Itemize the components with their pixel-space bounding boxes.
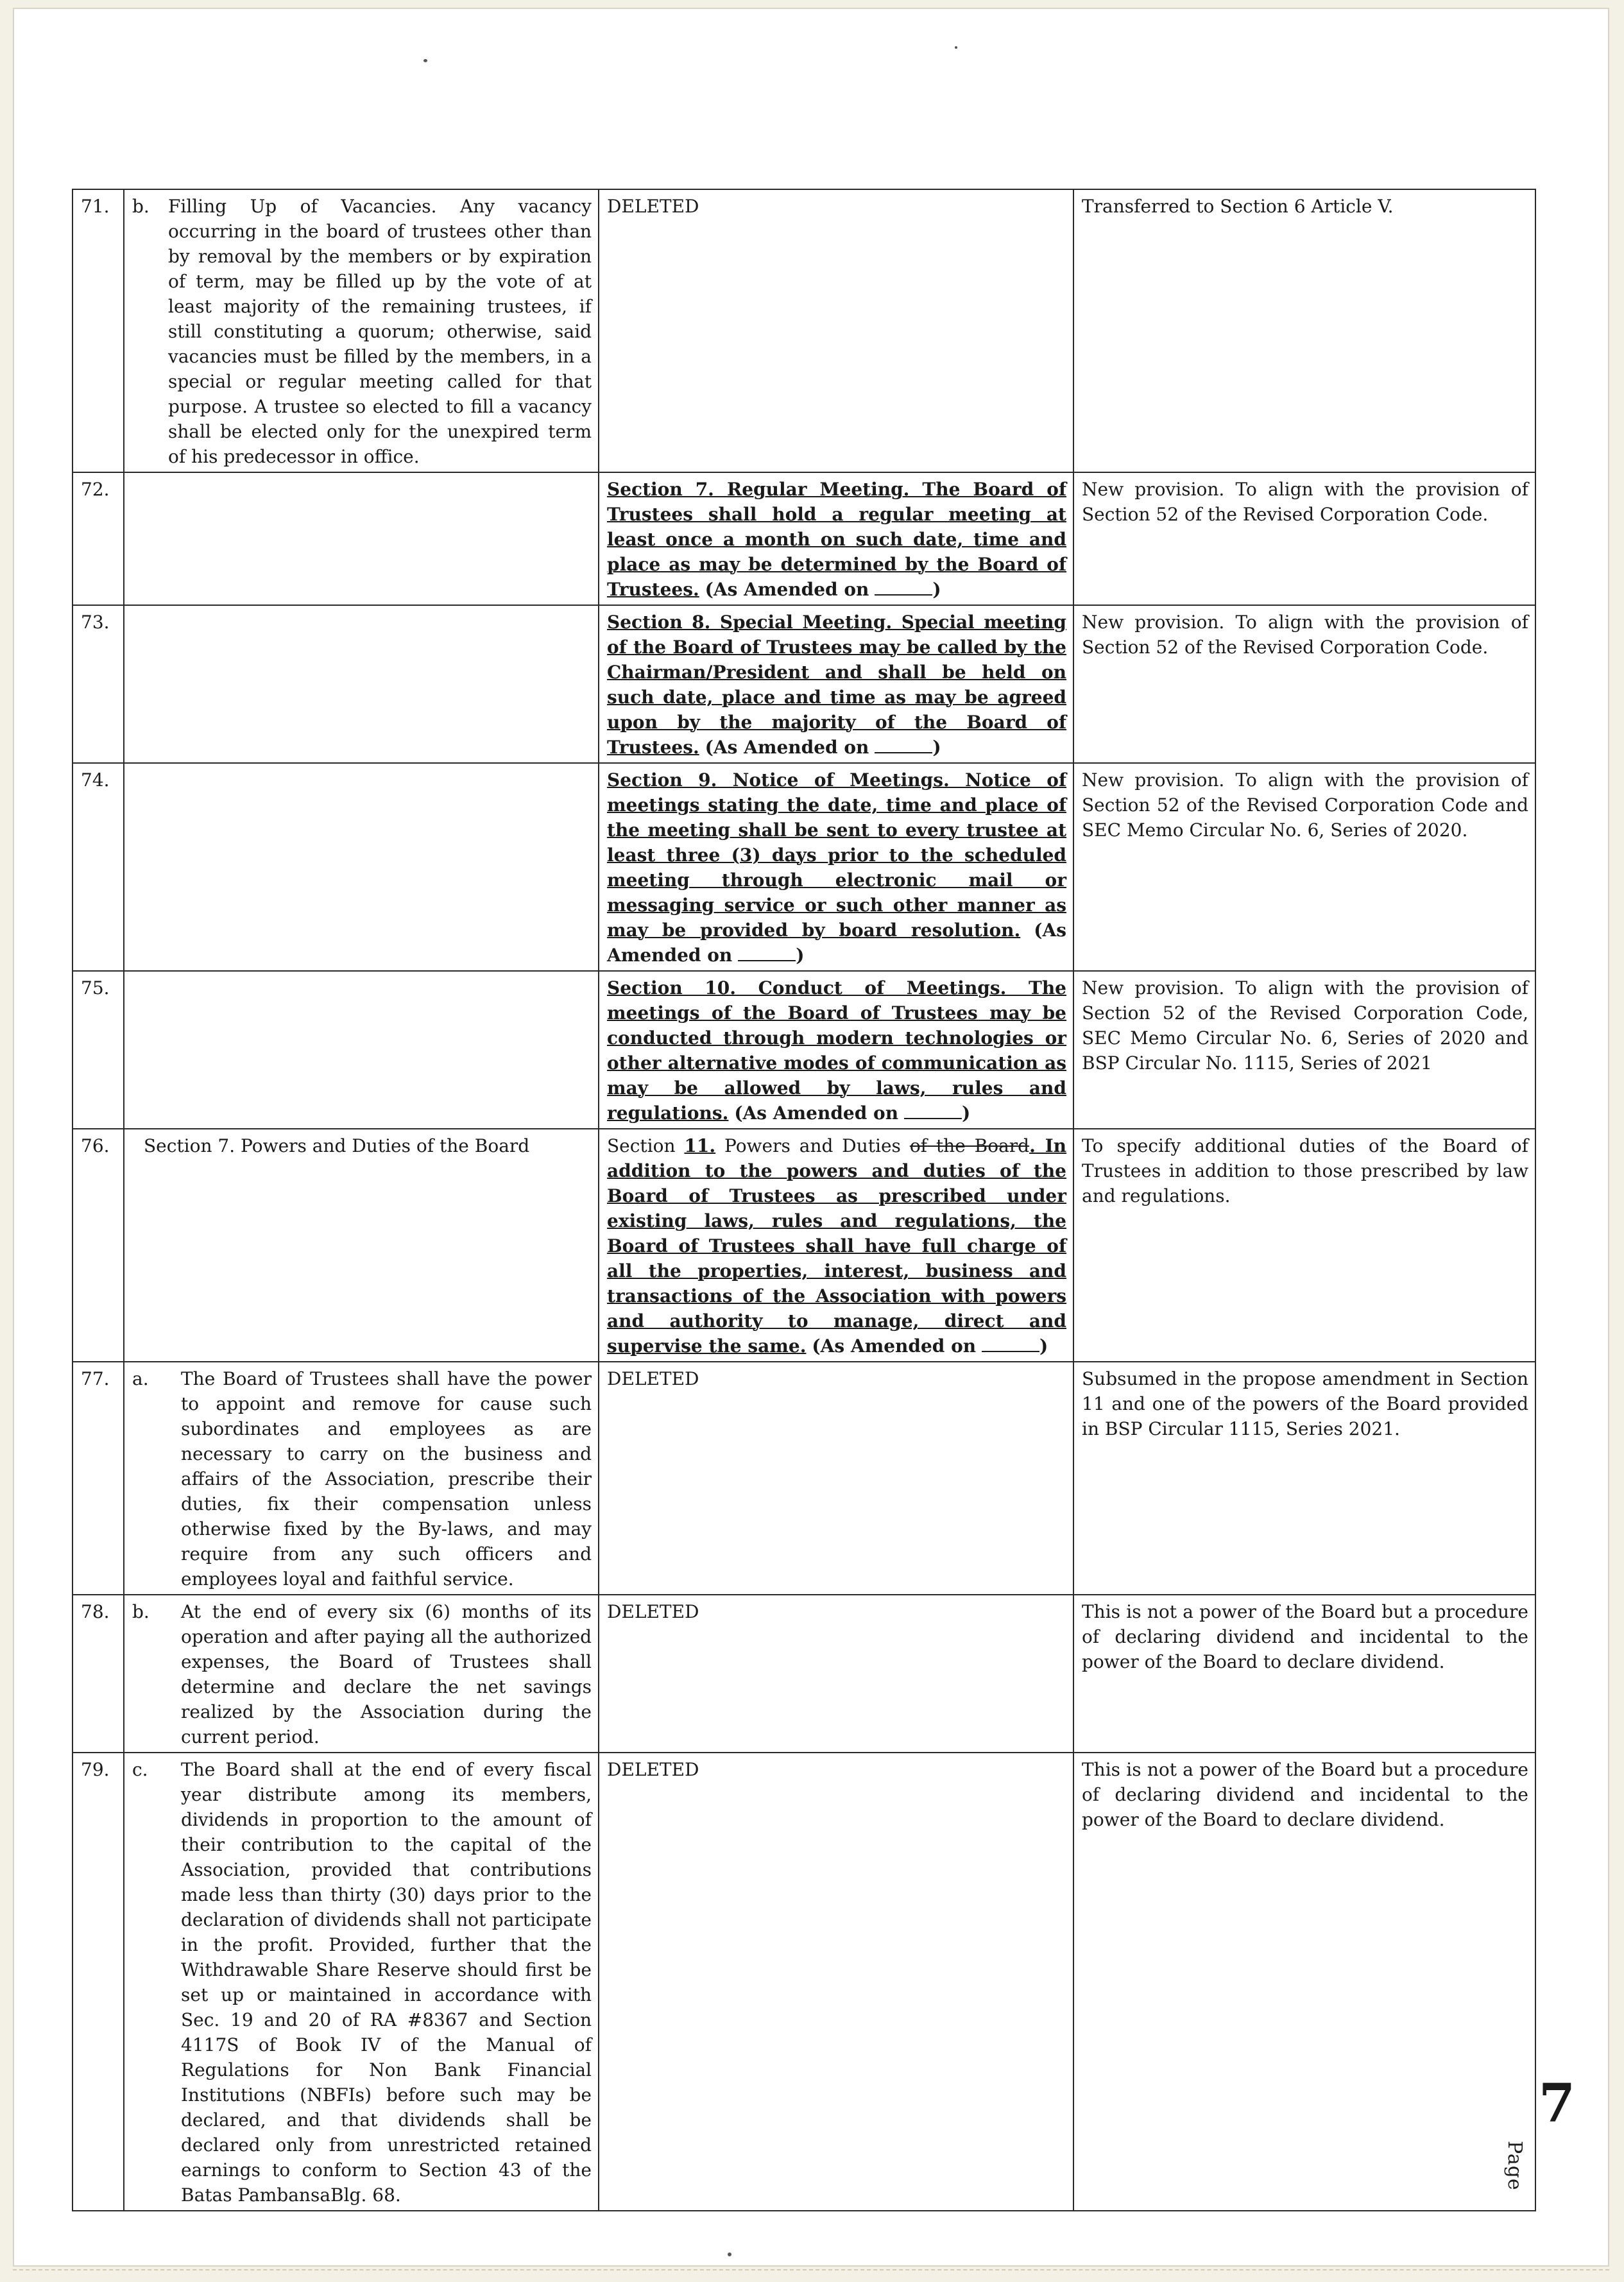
table-row	[73, 763, 1535, 971]
amended-on-note: (As Amended on	[734, 1102, 899, 1124]
amended-on-note: (As Amended on	[705, 737, 869, 758]
item-label: c.	[132, 1759, 148, 1780]
section-prefix: Section	[607, 1135, 676, 1156]
proposed-amendment	[599, 605, 1073, 763]
proposed-amendment: DELETED	[599, 1753, 1073, 2211]
amended-on-note: (As Amended on	[705, 579, 869, 600]
rationale: New provision. To align with the provision of Section 52 of the Revised Corporation Code.	[1073, 605, 1535, 763]
scan-speck	[955, 46, 957, 49]
date-blank	[875, 735, 932, 753]
page-digit: 7	[1539, 2073, 1576, 2134]
amendment-table	[72, 189, 1536, 2211]
proposed-amendment: DELETED	[599, 189, 1073, 472]
row-number: 74.	[73, 763, 124, 971]
proposed-amendment	[599, 971, 1073, 1129]
original-provision	[124, 605, 599, 763]
original-provision	[124, 1129, 599, 1362]
section-title: Powers and Duties	[724, 1135, 901, 1156]
original-provision	[124, 472, 599, 605]
row-number: 76.	[73, 1129, 124, 1362]
rationale: Transferred to Section 6 Article V.	[1073, 189, 1535, 472]
row-number: 71.	[73, 189, 124, 472]
amended-close: )	[932, 737, 941, 758]
amended-on-note: (As Amended on	[607, 920, 1066, 966]
section-heading: Section 7. Powers and Duties of the Board	[144, 1135, 530, 1156]
rationale: This is not a power of the Board but a procedure of declaring dividend and incidental to the power of the Board to declare dividend.	[1073, 1595, 1535, 1753]
table-row	[73, 1362, 1535, 1595]
original-provision	[124, 763, 599, 971]
rationale: This is not a power of the Board but a procedure of declaring dividend and incidental to the power of the Board to declare dividend.	[1073, 1753, 1535, 2211]
proposed-amendment	[599, 472, 1073, 605]
item-label: a.	[132, 1368, 149, 1389]
date-blank	[738, 943, 796, 961]
inserted-text: Section 10. Conduct of Meetings. The meetings of the Board of Trustees may be conducted through modern technologies or other alternative modes of communication as may be allowed by laws, rules and regulations.	[607, 977, 1066, 1124]
amended-close: )	[932, 579, 941, 600]
inserted-text: Section 7. Regular Meeting. The Board of Trustees shall hold a regular meeting at least once a month on such date, time and place as may be determined by the Board of Trustees.	[607, 479, 1066, 600]
proposed-amendment	[599, 1129, 1073, 1362]
date-blank	[982, 1334, 1039, 1352]
item-label: b.	[132, 1601, 150, 1622]
rationale: To specify additional duties of the Board of Trustees in addition to those prescribed by law and regulations.	[1073, 1129, 1535, 1362]
date-blank	[875, 578, 932, 596]
inserted-text: Section 8. Special Meeting. Special meeting of the Board of Trustees may be called by the Chairman/President and shall be held on such date, place and time as may be agreed upon by the majority of the Board of Trustees.	[607, 612, 1066, 758]
section-number: 11.	[684, 1135, 716, 1156]
original-provision	[124, 1362, 599, 1595]
row-number: 78.	[73, 1595, 124, 1753]
proposed-amendment: DELETED	[599, 1595, 1073, 1753]
row-number: 73.	[73, 605, 124, 763]
rationale: New provision. To align with the provision of Section 52 of the Revised Corporation Code, SEC Memo Circular No. 6, Series of 2020 and BSP Circular No. 1115, Series of 2021	[1073, 971, 1535, 1129]
inserted-text: Section 9. Notice of Meetings. Notice of meetings stating the date, time and place of the meeting shall be sent to every trustee at least three (3) days prior to the scheduled meeting through electronic mail or messaging service or such other manner as may be provided by board resolution.	[607, 769, 1066, 941]
item-text: At the end of every six (6) months of its operation and after paying all the authorized expenses, the Board of Trustees shall determine and declare the net savings realized by the Association during the current period.	[181, 1601, 592, 1747]
table-row	[73, 1753, 1535, 2211]
page-word: Page	[1503, 2141, 1526, 2191]
date-blank	[904, 1101, 962, 1119]
scan-speck	[423, 59, 427, 62]
row-number: 79.	[73, 1753, 124, 2211]
row-number: 75.	[73, 971, 124, 1129]
original-provision	[124, 1595, 599, 1753]
scan-edge-rule	[13, 2269, 1609, 2273]
item-text: Filling Up of Vacancies. Any vacancy occurring in the board of trustees other than by removal by the members or by expiration of term, may be filled up by the vote of at least majority of the remaining trustees, if still constituting a quorum; otherwise, said vacancies must be filled by the members, in a special or regular meeting called for that purpose. A trustee so elected to fill a vacancy shall be elected only for the unexpired term of his predecessor in office.	[168, 196, 592, 467]
proposed-amendment: DELETED	[599, 1362, 1073, 1595]
row-number: 77.	[73, 1362, 124, 1595]
table-row	[73, 1595, 1535, 1753]
amended-close: )	[1039, 1335, 1048, 1357]
amended-on-note: (As Amended on	[812, 1335, 977, 1357]
table-row	[73, 472, 1535, 605]
scan-speck	[728, 2252, 731, 2256]
table-row	[73, 605, 1535, 763]
struck-text: of the Board	[909, 1135, 1030, 1156]
rationale: Subsumed in the propose amendment in Section 11 and one of the powers of the Board provided in BSP Circular 1115, Series 2021.	[1073, 1362, 1535, 1595]
item-text: The Board shall at the end of every fiscal year distribute among its members, dividends in proportion to the amount of their contribution to the capital of the Association, provided that contributions made less than thirty (30) days prior to the declaration of dividends shall not participate in the profit. Provided, further that the Withdrawable Share Reserve should first be set up or maintained in accordance with Sec. 19 and 20 of RA #8367 and Section 4117S of Book IV of the Manual of Regulations for Non Bank Financial Institutions (NBFIs) before such may be declared, and that dividends shall be declared only from unrestricted retained earnings to conform to Section 43 of the Batas PambansaBlg. 68.	[181, 1759, 592, 2206]
amended-close: )	[796, 945, 805, 966]
original-provision	[124, 189, 599, 472]
table-row	[73, 1129, 1535, 1362]
rationale: New provision. To align with the provision of Section 52 of the Revised Corporation Code and SEC Memo Circular No. 6, Series of 2020.	[1073, 763, 1535, 971]
item-label: b.	[132, 196, 150, 217]
page-number	[1503, 2073, 1595, 2191]
proposed-amendment	[599, 763, 1073, 971]
original-provision	[124, 1753, 599, 2211]
inserted-text: . In addition to the powers and duties of the Board of Trustees as prescribed under existing laws, rules and regulations, the Board of Trustees shall have full charge of all the properties, interest, business and transactions of the Association with powers and authority to manage, direct and supervise the same.	[607, 1135, 1067, 1357]
original-provision	[124, 971, 599, 1129]
amended-close: )	[961, 1102, 971, 1124]
table-row	[73, 189, 1535, 472]
item-text: The Board of Trustees shall have the power to appoint and remove for cause such subordinates and employees as are necessary to carry on the business and affairs of the Association, prescribe their duties, fix their compensation unless otherwise fixed by the By-laws, and may require from any such officers and employees loyal and faithful service.	[181, 1368, 592, 1590]
rationale: New provision. To align with the provision of Section 52 of the Revised Corporation Code.	[1073, 472, 1535, 605]
table-row	[73, 971, 1535, 1129]
row-number: 72.	[73, 472, 124, 605]
